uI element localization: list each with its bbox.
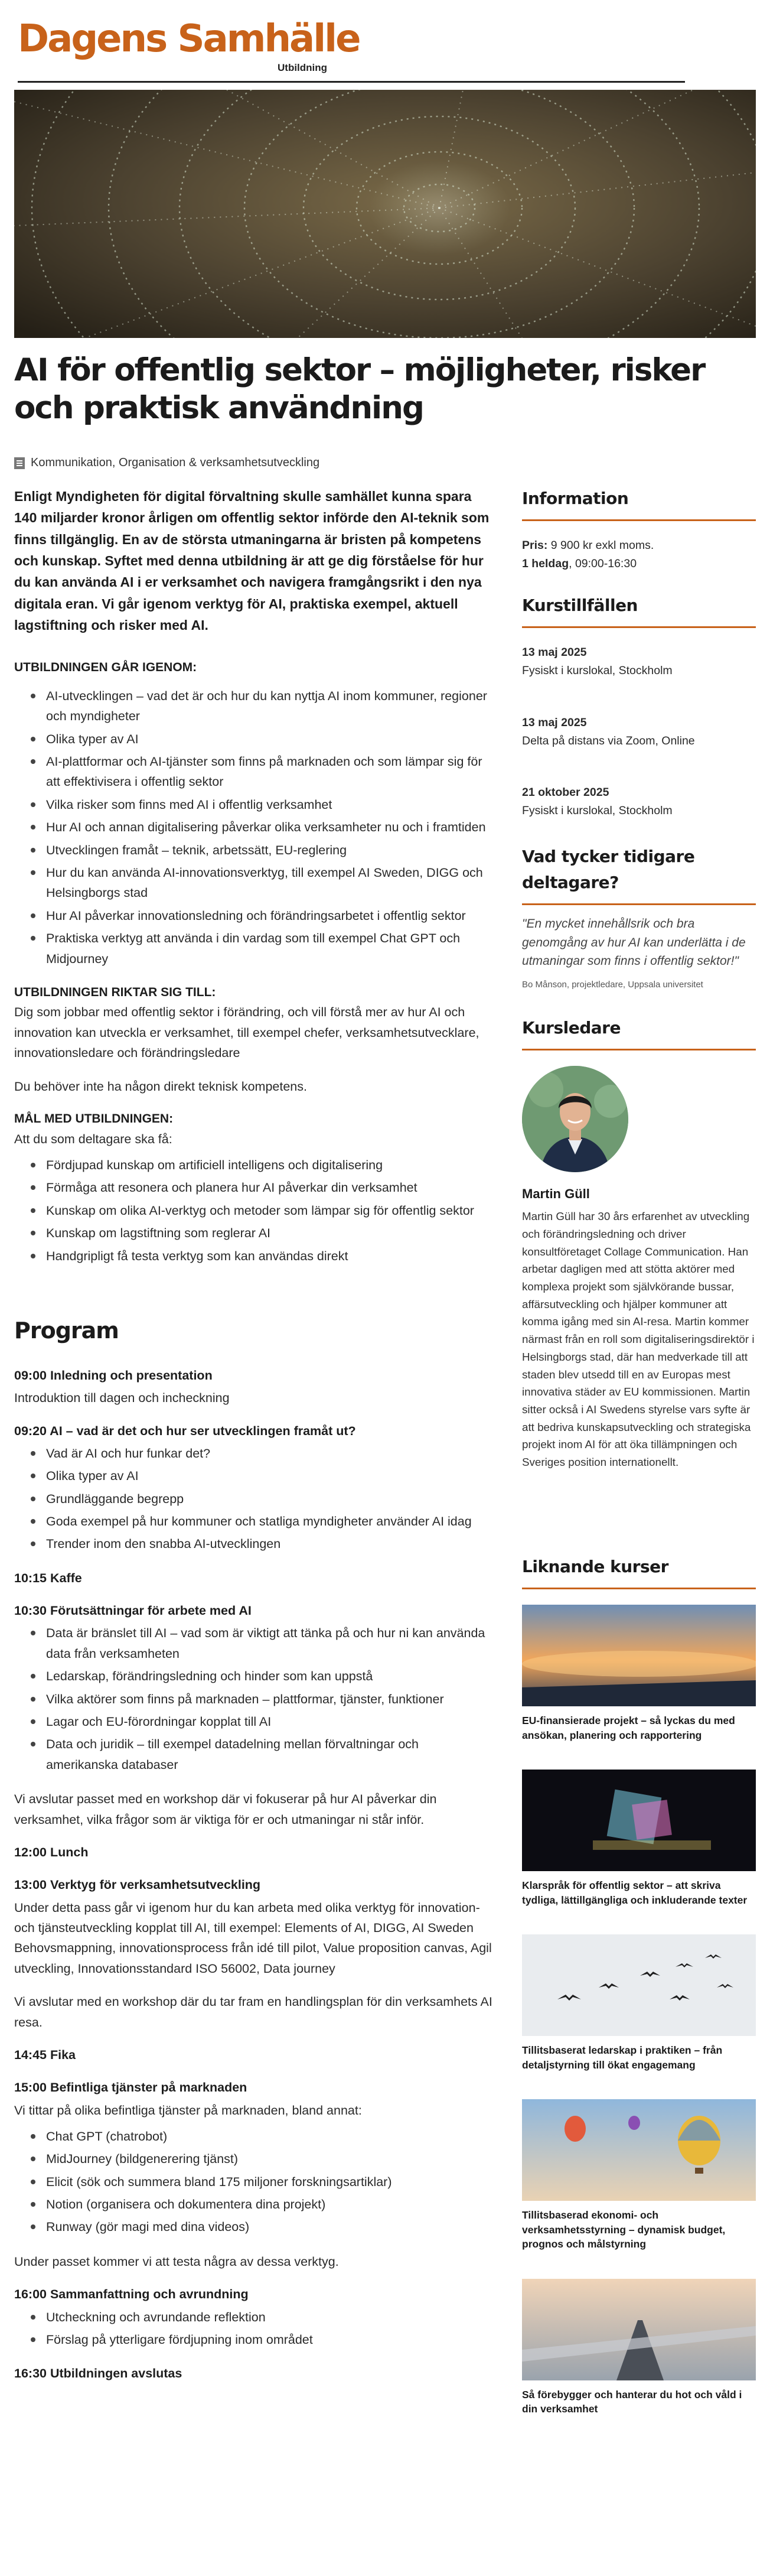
related-course-title[interactable]: Så förebygger och hanterar du hot och våld i din verksamhet xyxy=(522,2388,742,2415)
site-header xyxy=(18,18,685,83)
list-item: AI-plattformar och AI-tjänster som finns på marknaden och som lämpar sig för att effektivisera i offentlig sektor xyxy=(31,752,492,792)
program-slot-after: Under passet kommer vi att testa några av dessa verktyg. xyxy=(14,2254,339,2269)
audience-text: Dig som jobbar med offentlig sektor i förändring, och vill förstå mer av hur AI och innovation kan utveckla er verksamhet, till exempel chefer, verksamhetsutvecklare, innovationsledare och förändringsledare xyxy=(14,1005,479,1061)
occasions-heading: Kurstillfällen xyxy=(522,593,756,628)
prism-cube-illustration xyxy=(522,1770,756,1871)
program-slot-time: 09:00 Inledning och presentation xyxy=(14,1368,213,1383)
related-course-title[interactable]: EU-finansierade projekt – så lyckas du med ansökan, planering och rapportering xyxy=(522,1715,735,1741)
program-slot-list xyxy=(31,1443,492,1554)
list-item: Utcheckning och avrundande reflektion xyxy=(31,2307,492,2327)
leader-portrait-illustration xyxy=(522,1066,628,1172)
site-logo-sub: Utbildning xyxy=(278,62,328,73)
list-item: Fördjupad kunskap om artificiell intelligens och digitalisering xyxy=(31,1155,492,1175)
testimonial-quote: "En mycket innehållsrik och bra genomgång av hur AI kan underlätta i de utmaningar som finns i offentlig sektor!" xyxy=(522,917,746,968)
program-slot-list xyxy=(31,1623,492,1775)
occasion-place: Fysiskt i kurslokal, Stockholm xyxy=(522,804,673,818)
related-course-card[interactable] xyxy=(522,2099,756,2252)
list-item: Kunskap om lagstiftning som reglerar AI xyxy=(31,1223,492,1243)
list-item: Notion (organisera och dokumentera dina projekt) xyxy=(31,2194,492,2214)
leader-name: Martin Güll xyxy=(522,1186,590,1202)
list-item: Vad är AI och hur funkar det? xyxy=(31,1443,492,1463)
program-slot-desc: Vi tittar på olika befintliga tjänster på marknaden, bland annat: xyxy=(14,2103,362,2118)
testimonial-heading: Vad tycker tidigare deltagare? xyxy=(522,844,756,905)
related-course-title[interactable]: Tillitsbaserat ledarskap i praktiken – från detaljstyrning till ökat engagemang xyxy=(522,2044,723,2071)
duration-line xyxy=(522,555,756,573)
list-item: Kunskap om olika AI-verktyg och metoder som lämpar sig för offentlig sektor xyxy=(31,1201,492,1221)
program-slot-time: 12:00 Lunch xyxy=(14,1845,89,1859)
list-item: Trender inom den snabba AI-utvecklingen xyxy=(31,1534,492,1554)
goals-lead: Att du som deltagare ska få: xyxy=(14,1131,172,1146)
program-slot-list xyxy=(31,2126,492,2237)
program-slot-time: 10:30 Förutsättningar för arbete med AI xyxy=(14,1604,252,1618)
occasion-date: 13 maj 2025 xyxy=(522,646,587,659)
related-course-image[interactable] xyxy=(522,2099,756,2201)
testimonial-author: Bo Månson, projektledare, Uppsala universitet xyxy=(522,979,703,990)
flying-birds-illustration xyxy=(522,1934,756,2036)
main-content xyxy=(14,486,492,2386)
related-course-card[interactable] xyxy=(522,1605,756,1742)
list-item: Elicit (sök och summera bland 175 miljoner forskningsartiklar) xyxy=(31,2172,492,2192)
related-course-card[interactable] xyxy=(522,1770,756,1907)
sidebar xyxy=(522,486,756,2444)
list-item: Data är bränslet till AI – vad som är viktigt att tänka på och hur ni kan använda data från verksamheten xyxy=(31,1623,492,1664)
related-course-card[interactable] xyxy=(522,2279,756,2416)
price-label: Pris: xyxy=(522,539,548,552)
course-category-label[interactable]: Kommunikation, Organisation & verksamhetsutveckling xyxy=(31,456,320,469)
course-category xyxy=(14,454,319,472)
leader-bio: Martin Güll har 30 års erfarenhet av utveckling och förändringsledning och driver konsultföretaget Collage Communication. Han arbetar dagligen med att stötta aktörer med komplexa projekt som självkörande bussar, affärsutveckling och hjälper kommuner att komma igång med sin AI-resa. Martin kommer närmast från en roll som digitaliseringsdirektör i Helsingborgs stad, där han medverkade till att staden blev utsedd till en av Europas mest innovativa städer av EU kommissionen. Martin sitter också i AI Swedens styrelse vars syfte är att bedriva kunskapsutveckling och strategiska projekt inom AI för att öka tillämpningen och Sveriges position internationellt. xyxy=(522,1210,755,1468)
related-course-image[interactable] xyxy=(522,2279,756,2380)
occasion-item[interactable] xyxy=(522,783,756,820)
list-item: Hur AI och annan digitalisering påverkar olika verksamheter nu och i framtiden xyxy=(31,817,492,837)
related-course-card[interactable] xyxy=(522,1934,756,2072)
related-heading: Liknande kurser xyxy=(522,1554,756,1589)
program-heading: Program xyxy=(14,1317,119,1344)
occasion-place: Delta på distans via Zoom, Online xyxy=(522,734,695,747)
related-course-image[interactable] xyxy=(522,1605,756,1706)
list-item: Runway (gör magi med dina videos) xyxy=(31,2217,492,2237)
program-slot-desc: Under detta pass går vi igenom hur du kan arbeta med olika verktyg för innovation- och tjänsteutveckling kopplat till AI, till exempel: Elements of AI, DIGG, AI Sweden Behovsmappning, innovationsprocess från idé till pilot, Value proposition canvas, Agil utveckling, Innovationsstandard ISO 56002, Data journey xyxy=(14,1900,492,1976)
course-intro: Enligt Myndigheten för digital förvaltning skulle samhället kunna spara 140 miljarder kronor årligen om offentlig sektor införde den AI-teknik som finns tillgänglig. En av de största utmaningarna är bristen på kompetens och kunskap. Syftet med denna utbildning är att ge dig förståelse för hur du kan använda AI i er verksamhet och navigera framgångsrikt i den nya digitala eran. Vi går igenom verktyg för AI, praktiska exempel, aktuell lagstiftning och risker med AI. xyxy=(14,489,490,633)
list-item: Hur du kan använda AI-innovationsverktyg, till exempel AI Sweden, DIGG och Helsingborgs stad xyxy=(31,863,492,903)
program-slot-after: Vi avslutar med en workshop där du tar fram en handlingsplan för din verksamhets AI resa. xyxy=(14,1995,492,2029)
program-slot-time: 10:15 Kaffe xyxy=(14,1570,82,1585)
related-course-title[interactable]: Klarspråk för offentlig sektor – att skriva tydliga, lättillgängliga och inkluderande texter xyxy=(522,1879,748,1906)
avatar xyxy=(522,1066,628,1172)
occasion-item[interactable] xyxy=(522,643,756,680)
program-slot-time: 15:00 Befintliga tjänster på marknaden xyxy=(14,2080,247,2095)
program-slot-time: 16:30 Utbildningen avslutas xyxy=(14,2366,182,2381)
goals-list xyxy=(31,1155,492,1266)
duration-time: , 09:00-16:30 xyxy=(569,557,637,570)
list-item: MidJourney (bildgenerering tjänst) xyxy=(31,2149,492,2169)
list-item: Lagar och EU-förordningar kopplat till AI xyxy=(31,1712,492,1732)
related-course-image[interactable] xyxy=(522,1770,756,1871)
list-item: Handgripligt få testa verktyg som kan användas direkt xyxy=(31,1246,492,1266)
list-item: Ledarskap, förändringsledning och hinder som kan uppstå xyxy=(31,1666,492,1686)
occasion-item[interactable] xyxy=(522,714,756,750)
audience-note: Du behöver inte ha någon direkt teknisk kompetens. xyxy=(14,1079,307,1094)
occasion-date: 21 oktober 2025 xyxy=(522,785,609,799)
program-slot-time: 16:00 Sammanfattning och avrundning xyxy=(14,2287,249,2302)
price-line xyxy=(522,536,756,554)
list-item: Grundläggande begrepp xyxy=(31,1489,492,1509)
document-icon xyxy=(14,457,25,469)
goes-through-heading: UTBILDNINGEN GÅR IGENOM: xyxy=(14,661,197,675)
list-item: Olika typer av AI xyxy=(31,1466,492,1486)
list-item: Praktiska verktyg att använda i din vardag som till exempel Chat GPT och Midjourney xyxy=(31,928,492,969)
program-slot-list xyxy=(31,2307,492,2350)
occasion-date: 13 maj 2025 xyxy=(522,715,587,729)
info-heading: Information xyxy=(522,486,756,521)
list-item: Förslag på ytterligare fördjupning inom området xyxy=(31,2330,492,2350)
related-course-image[interactable] xyxy=(522,1934,756,2036)
list-item: Vilka risker som finns med AI i offentlig verksamhet xyxy=(31,795,492,815)
list-item: AI-utvecklingen – vad det är och hur du kan nyttja AI inom kommuner, regioner och myndigheter xyxy=(31,686,492,727)
program-slot-time: 14:45 Fika xyxy=(14,2047,76,2062)
list-item: Data och juridik – till exempel datadelning mellan förvaltningar och amerikanska databaser xyxy=(31,1734,492,1775)
occasion-place: Fysiskt i kurslokal, Stockholm xyxy=(522,664,673,678)
program-slot-time: 13:00 Verktyg för verksamhetsutveckling xyxy=(14,1878,261,1892)
goals-heading: MÅL MED UTBILDNINGEN: xyxy=(14,1112,174,1126)
program-slot-after: Vi avslutar passet med en workshop där vi fokuserar på hur AI påverkar din verksamhet, vilka frågor som är viktiga för er och utmaningar ni står inför. xyxy=(14,1792,437,1827)
list-item: Chat GPT (chatrobot) xyxy=(31,2126,492,2146)
audience-heading: UTBILDNINGEN RIKTAR SIG TILL: xyxy=(14,985,216,999)
list-item: Hur AI påverkar innovationsledning och förändringsarbetet i offentlig sektor xyxy=(31,906,492,926)
duration-label: 1 heldag xyxy=(522,557,569,570)
list-item: Utvecklingen framåt – teknik, arbetssätt, EU-reglering xyxy=(31,840,492,860)
hot-air-balloons-illustration xyxy=(522,2099,756,2201)
list-item: Goda exempel på hur kommuner och statliga myndigheter använder AI idag xyxy=(31,1511,492,1531)
road-illustration xyxy=(522,2279,756,2380)
program-slot-time: 09:20 AI – vad är det och hur ser utvecklingen framåt ut? xyxy=(14,1423,356,1438)
hero-image xyxy=(14,90,756,338)
program-slot-desc: Introduktion till dagen och incheckning xyxy=(14,1391,230,1406)
related-course-title[interactable]: Tillitsbaserad ekonomi- och verksamhetsstyrning – dynamisk budget, prognos och målstyrning xyxy=(522,2209,726,2250)
page-title: AI för offentlig sektor – möjligheter, risker och praktisk användning xyxy=(14,352,705,426)
goes-through-list xyxy=(31,686,492,969)
spider-web-illustration xyxy=(14,90,756,338)
list-item: Vilka aktörer som finns på marknaden – plattformar, tjänster, funktioner xyxy=(31,1689,492,1709)
leader-heading: Kursledare xyxy=(522,1015,756,1050)
list-item: Förmåga att resonera och planera hur AI påverkar din verksamhet xyxy=(31,1178,492,1198)
site-logo[interactable]: Dagens Samhälle xyxy=(18,17,360,61)
sunset-sky-illustration xyxy=(522,1605,756,1706)
list-item: Olika typer av AI xyxy=(31,729,492,749)
price-value: 9 900 kr exkl moms. xyxy=(550,539,654,552)
